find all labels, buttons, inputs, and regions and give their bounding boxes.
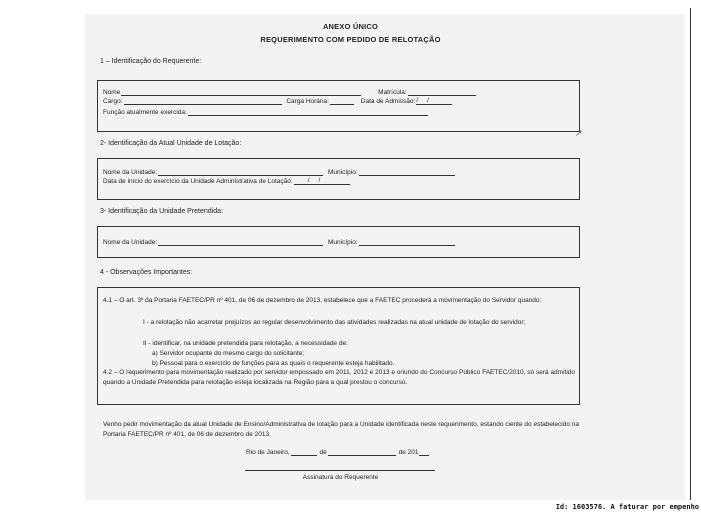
obs-4-1: 4.1 – O art. 3º da Portaria FAETEC/PR nº 401, de 06 de dezembro de 2013, estabelece que a FAETEC procederá a movimentação do Servidor quando: xyxy=(103,297,542,304)
nome-unidade-pretendida-label: Nome da Unidade: xyxy=(103,239,158,246)
signature-line[interactable] xyxy=(245,470,435,471)
doc-title: ANEXO ÚNICO xyxy=(322,22,379,31)
data-inicio-row xyxy=(103,177,351,185)
doc-subtitle: REQUERIMENTO COM PEDIDO DE RELOTAÇÃO xyxy=(260,35,441,44)
day-field[interactable] xyxy=(291,448,317,456)
obs-item-ii: II - identificar, na unidade pretendida para relotação, a necessidade de: xyxy=(143,340,348,347)
obs-item-b: b) Pessoal para o exercício de funções para as quais o requerente esteja habilitado. xyxy=(152,360,395,367)
closing-text: Venho pedir movimentação da atual Unidade de Ensino/Administrativa de lotação para a Unidade identificada neste requerimento, estando ciente do estabelecido na Portaria FAETEC/PR nº 401, de 06 de dezembro de 2013. xyxy=(103,421,579,438)
nome-label: Nome xyxy=(103,89,121,96)
section1-label: 1 – Identificação do Requerente: xyxy=(100,58,202,65)
nome-unidade-row xyxy=(103,168,456,176)
page-edge-line xyxy=(690,8,691,500)
obs-item-i: I - a relotação não acarretar prejuízos ao regular desenvolvimento das atividades realizadas na atual unidade de lotação do servidor; xyxy=(143,319,526,326)
year-field[interactable] xyxy=(419,448,429,456)
cargo-label: Cargo: xyxy=(103,98,123,105)
de-label-1: de xyxy=(319,449,327,456)
pen-mark: ↗ xyxy=(575,128,583,138)
carga-horaria-label: Carga Horária: xyxy=(286,98,329,105)
nome-unidade-label: Nome da Unidade: xyxy=(103,169,158,176)
data-inicio-field[interactable]: / / xyxy=(294,177,350,185)
obs-item-a: a) Servidor ocupante do mesmo cargo do solicitante; xyxy=(152,350,305,357)
matricula-label: Matrícula: xyxy=(378,89,407,96)
month-field[interactable] xyxy=(328,448,396,456)
section3-label: 3- Identificação da Unidade Pretendida: xyxy=(100,208,223,215)
matricula-field[interactable] xyxy=(408,88,476,96)
nome-field[interactable] xyxy=(121,88,361,96)
de-label-2: de 201 xyxy=(398,449,419,456)
nome-unidade-pretendida-field[interactable] xyxy=(158,238,323,246)
signature-label: Assinatura do Requerente xyxy=(302,474,379,481)
municipio-pretendido-label: Município: xyxy=(328,239,358,246)
place-label: Rio de Janeiro, xyxy=(246,449,290,456)
section2-label: 2- Identificação da Atual Unidade de Lotação: xyxy=(100,140,242,147)
data-admissao-label: Data de Admissão: xyxy=(360,98,416,105)
data-inicio-label: Data de início do exercício da Unidade Administrativa de Lotação: xyxy=(103,178,293,185)
funcao-field[interactable] xyxy=(188,108,428,116)
document-id: Id: 1603576. A faturar por empenho xyxy=(555,503,699,511)
municipio-label: Município: xyxy=(328,169,358,176)
cargo-field[interactable] xyxy=(124,97,282,105)
municipio-field[interactable] xyxy=(359,168,455,176)
cargo-row xyxy=(103,97,453,105)
unidade-pretendida-row xyxy=(103,238,456,246)
section4-label: 4 - Observações Importantes: xyxy=(100,269,193,276)
nome-unidade-field[interactable] xyxy=(158,168,323,176)
municipio-pretendido-field[interactable] xyxy=(359,238,455,246)
funcao-row xyxy=(103,108,429,116)
data-admissao-field[interactable]: / / xyxy=(416,97,452,105)
date-place-row xyxy=(246,448,430,456)
carga-horaria-field[interactable] xyxy=(330,97,354,105)
obs-4-2: 4.2 – O requerimento para movimentação realizado por servidor empossado em 2011, 2012 e 2013 e oriundo do Concurso Público FAETEC/2010, só será admitido quando a Unidade Pretendida para relotação esteja localizada na Região para a qual prestou o concurso. xyxy=(103,369,575,386)
nome-row xyxy=(103,88,477,96)
funcao-label: Função atualmente exercida: xyxy=(103,109,187,116)
